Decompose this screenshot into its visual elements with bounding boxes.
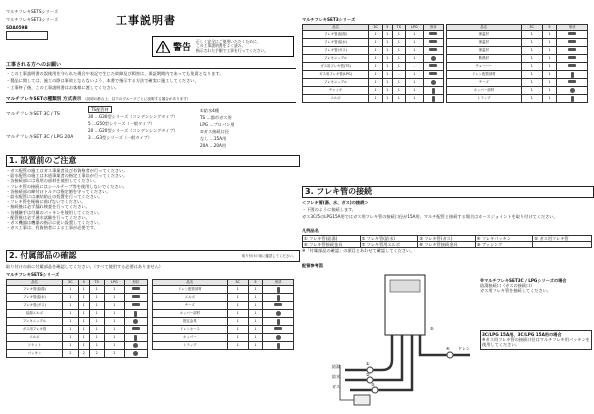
section-precaution-title: 1. 設置前のご注意 (6, 155, 300, 167)
legend-item: ⑧ フレキ管接続金具 (418, 241, 476, 247)
nipple-icon (431, 56, 436, 61)
drain-icon (277, 287, 280, 293)
svg-text:①: ① (366, 361, 370, 366)
page-title: 工事説明書 (116, 14, 176, 27)
parts-table-right-2: 品名 3C 5 形状 保温材 1 1 保温材 1 1 保温材 1 1 断熱材 1 1 チューバー 1 1 ドレン配管部材 1 1 チーズ 1 1 ホッパー部材 1 1 トラップ 1 1 (446, 24, 588, 103)
elbow-icon (134, 311, 137, 317)
hopper-icon (276, 335, 281, 340)
precaution-line: ・配管後は必ず通水試験を行ってください。 (6, 214, 90, 220)
drain-icon (571, 72, 574, 78)
elbow-icon (277, 295, 280, 301)
insulation-icon (568, 48, 576, 51)
pipe-icon (132, 295, 140, 298)
insulation-icon (568, 40, 576, 43)
table-row: 給湯エルボ 1 1 1 1 (7, 310, 148, 318)
pipe-icon (429, 40, 437, 43)
legend-item: ① フレキ管(給湯) (303, 236, 361, 241)
precaution-line: ・ガス工事は、有資格者による工事が必要です。 (6, 225, 98, 231)
table-row: 保温材 1 1 (447, 39, 588, 47)
table-row: パッキン 2 2 2 2 (7, 350, 148, 358)
table-row: ドレンホース 1 1 (153, 326, 294, 334)
table-row: ドレン配管部材 1 1 (447, 71, 588, 79)
legend-title: 凡例品名 (302, 228, 319, 233)
request-line-1: ・この工事説明書の誤使用を守られた場合や表記で生じた故障及び損害は、保証期間内であっても免責となります。 (6, 71, 224, 76)
table-row: フレキ管(給湯) 1 1 1 1 (7, 286, 148, 294)
precaution-line: ・接続後は必ず漏れ検査を行ってください。 (6, 204, 90, 210)
th-shape: 形状 (124, 280, 147, 286)
svg-text:②: ② (366, 372, 370, 377)
table-row: ガス用フレキ管 1 1 1 1 (7, 326, 148, 334)
connection-line-1: ・下図のように接続します。 (302, 207, 357, 212)
legend-item: ⑥ フレキ管接続金具 (303, 241, 361, 247)
table-row: ホッパー部材 1 1 (447, 87, 588, 95)
bracket-icon (277, 319, 280, 325)
warning-label: 警告 (173, 43, 192, 53)
model-right-4: ②ガス接続口径 (200, 129, 229, 134)
warning-box (152, 36, 294, 57)
diagram-note: 3C/LPG 15A用、3C/LPG 15A用の場合 (482, 332, 562, 337)
model-right-5: なし …15A用 (200, 136, 227, 141)
diagram-note: 給湯接続口（ガスの接続口） (480, 283, 535, 289)
table-row: トラップ 1 1 (153, 342, 294, 350)
packing-icon (133, 351, 138, 356)
precaution-line: ・給水配管の施工は水道事業者の指定工事店が行ってください。 (6, 173, 128, 179)
legend-item: ⑤ ガス用フレキ管 (534, 236, 569, 241)
precaution-line: ・フレキ管の接続にはシールテープ等を使用しないでください。 (6, 183, 127, 189)
legend-item: ③ フレキ管(ガス) (418, 236, 476, 241)
diagram-callout (480, 330, 592, 350)
precaution-line: ・給水配管には凍結防止の処置を行ってください。 (6, 194, 103, 200)
parts-table-right: 品名 3C 5 TS LPG 形状 フレキ管(給湯) 1 1 1 1 フレキ管(給水) 1 1 1 1 フレキ管(ガス) 1 1 1 1 フレキニップル 1 1 1 1 ガス用フレキ管(TS) 1 1 1 - ガス用フレキ管(LPG) 1 1 - 1 フレキニップル 1 1 1 1 チャッキ 1 1 1 1 エルボ 1 1 1 1 (302, 24, 444, 103)
precaution-line: ・各接続部には専用の部材を使用してください。 (6, 178, 99, 184)
model-line-1: マルチフレキSET 3C / TS (6, 112, 60, 117)
pipe-icon (429, 64, 437, 67)
connection-sub: ＜フレキ管(湯、水、ガス)の接続＞ (302, 200, 369, 205)
table-row: フレキニップル 1 1 1 1 (7, 318, 148, 326)
table-row: エルボ 1 1 1 1 (303, 95, 444, 103)
section-model-title (6, 97, 296, 103)
model-right-2: TS …都市ガス用 (200, 115, 232, 120)
code-box (6, 31, 48, 40)
series-name-2: マルチフレキSET3シリーズ (6, 17, 59, 22)
right-table-title: マルチフレキSET3シリーズ (302, 17, 356, 22)
table-row: ホッパー 1 1 (153, 334, 294, 342)
th-lpg: LPG (104, 280, 124, 286)
piping-diagram (330, 270, 480, 408)
table-row: フレキ管(ガス) 1 1 1 1 (7, 302, 148, 310)
th-ts: TS (89, 280, 104, 286)
table-row: 断熱材 1 1 (447, 55, 588, 63)
legend-item: ④ フレキパッキン (476, 236, 534, 241)
hose-icon (274, 327, 282, 330)
table-row: チーズ 1 1 (447, 79, 588, 87)
table-row: フレキ管(給湯) 1 1 1 1 (303, 31, 444, 39)
table-row: ホッパー部材 1 1 (153, 310, 294, 318)
parts-title: 2. 付属部品の確認 (9, 251, 77, 260)
model-note: （説明の都合上、以下のグループごとに説明する場合があります） (82, 97, 191, 101)
legend-item: ⑨ ブッシング (476, 241, 534, 247)
label-hot: 給湯 (332, 364, 340, 369)
model-spec-4: 3 …G3型シリーズ（一般タイプ） (88, 135, 152, 140)
connection-line-2: ガス3C/5のLPG15A用ではガス用フレキ管の接続口径が15A用、マルチ配管と接続する場合はホースジョイントを取り付けてください。 (302, 214, 558, 219)
warning-icon (156, 41, 170, 53)
tube-icon (568, 64, 576, 67)
table-row: 指定金具 1 1 (153, 318, 294, 326)
svg-text:⑤: ⑤ (430, 326, 434, 331)
diagram-notes (480, 278, 588, 294)
table-row: エルボ 1 1 1 1 (7, 334, 148, 342)
pipe-icon (429, 48, 437, 51)
model-title: マルチフレキSETの種類別 方式表示 (6, 97, 82, 102)
request-line-2: ・製品に関しては、施工の際は事故とならないよう、本書で指示する方法で確実に施工してください。 (6, 78, 199, 83)
insulation-icon (568, 56, 576, 59)
hopper-icon (276, 311, 281, 316)
parts-table-left-2: 品名 3C 5 形状 ドレン配管部材 1 1 エルボ 1 1 チーズ 1 1 ホッパー部材 1 1 指定金具 1 1 ドレンホース 1 1 ホッパー 1 1 トラップ 1 1 (152, 279, 294, 350)
table-row: フレキ管(ガス) 1 1 1 1 (303, 47, 444, 55)
tee-icon (274, 303, 282, 306)
precaution-line: ・フレキ管を極端に曲げないでください。 (6, 199, 86, 205)
model-spec-3: 20 …G20型シリーズ（コンデンシングタイプ） (88, 128, 178, 133)
th-name: 品名 (7, 280, 63, 286)
warning-text-1: 正しく安全にご使用いただくために、 (196, 38, 261, 44)
model-line-2: マルチフレキSET 3C / LPG 20A (6, 135, 74, 140)
section-request-title: 工事される方へのお願い (6, 63, 296, 69)
model-right-3: LPG …プロパン用 (200, 122, 235, 127)
elbow-icon (432, 96, 435, 102)
tee-icon (568, 80, 576, 83)
svg-text:③: ③ (371, 382, 375, 387)
socket-icon (133, 343, 138, 348)
doc-code: SDA059B (6, 25, 28, 30)
diagram-note: ※ガス用フレキ管の接続口径はマルチフレキ用パッキンを使用してください。 (482, 337, 590, 348)
nipple-icon (133, 319, 138, 324)
section-connection-title: 3. フレキ管の接続 (302, 186, 594, 198)
table-row: トラップ 1 1 (447, 95, 588, 103)
warning-text-3: 指示された手順で工事を行ってください。 (196, 47, 269, 53)
hopper-icon (570, 88, 575, 93)
table-row: ドレン配管部材 1 1 (153, 286, 294, 294)
model-right-6: 20A …20A用 (200, 143, 227, 148)
diagram-note: ※マルチフレキSET3C / LPGシリーズの場合 (480, 278, 567, 283)
request-line-3: ・工事終了後、この工事説明書はお客様に渡してください。 (6, 85, 120, 90)
table-row: チャッキ 1 1 1 1 (303, 87, 444, 95)
precaution-line: ・ガス機器は機器の指示に従い設置してください。 (6, 220, 103, 226)
label-gas: ガス (332, 384, 340, 389)
precaution-line: ・各接続部の締付けトルクは指定値を守ってください。 (6, 188, 111, 194)
table-row: エルボ 1 1 (153, 294, 294, 302)
nipple-icon (431, 80, 436, 85)
th-5: 5 (78, 280, 89, 286)
warning-text-2: この工事説明書をよく読み、 (196, 43, 246, 49)
legend-item: ⑦ フレキ管用エルボ (361, 241, 419, 247)
elbow-icon (134, 335, 137, 341)
check-valve-icon (432, 88, 435, 94)
legend-grid (302, 235, 592, 248)
insulation-icon (568, 32, 576, 35)
table-row: フレキニップル 1 1 1 1 (303, 55, 444, 63)
table-row: フレキ管(給水) 1 1 1 1 (7, 294, 148, 302)
legend-item: ② フレキ管(給水) (361, 236, 419, 241)
label-cold: 給水 (332, 374, 340, 379)
table-row: ガス用フレキ管(LPG) 1 1 - 1 (303, 71, 444, 79)
parts-table-left (6, 279, 148, 358)
pipe-icon (132, 303, 140, 306)
table-row: ガス用フレキ管(TS) 1 1 1 - (303, 63, 444, 71)
pipe-icon (132, 287, 140, 290)
table-row: チューバー 1 1 (447, 63, 588, 71)
pipe-icon (429, 32, 437, 35)
series-name-1: マルチフレキSETSシリーズ (6, 9, 59, 14)
parts-note: 取り付けの前に確認してください。 (241, 254, 296, 258)
model-spec-2: 5 …G50型シリーズ（一般タイプ） (88, 121, 155, 126)
table-row: ソケット 1 1 1 1 (7, 342, 148, 350)
table-row: 保温材 1 1 (447, 31, 588, 39)
pipe-icon (429, 72, 437, 75)
diagram-note: ガス用フレキ管を接続してください。 (480, 288, 552, 294)
table-row: 保温材 1 1 (447, 47, 588, 55)
legend-note: ※「付属部品の確認」の項目とあわせて確認してください。 (302, 248, 415, 253)
trap-icon (277, 343, 280, 349)
pipe-icon (132, 327, 140, 330)
table-row: チーズ 1 1 (153, 302, 294, 310)
table-row: フレキニップル 1 1 1 1 (303, 79, 444, 87)
th-3c: 3C (62, 280, 78, 286)
precaution-list (6, 168, 296, 230)
model-spec-1: 30 …G30型シリーズ（コンデンシングタイプ） (88, 114, 178, 119)
parts-table-title: マルチフレキSETSシリーズ (6, 272, 60, 277)
model-right-1: ①給水4種 (200, 108, 219, 113)
table-row: フレキ管(給水) 1 1 1 1 (303, 39, 444, 47)
precaution-line: ・ガス配管の施工はガス事業者及び有資格者が行ってください。 (6, 168, 128, 173)
parts-sub: 取り付けの前に付属部品を確認してください。（すべて使用する必要はありません） (6, 264, 163, 269)
model-group-label: TS配管材 (88, 106, 112, 113)
precaution-line: ・各種継手は付属のパッキンを使用してください。 (6, 209, 103, 215)
section-parts-title (6, 250, 300, 262)
svg-text:④: ④ (446, 346, 450, 351)
diagram-title: 配管参考図 (302, 263, 323, 268)
trap-icon (571, 96, 574, 102)
label-drain: ドレン (458, 346, 470, 351)
